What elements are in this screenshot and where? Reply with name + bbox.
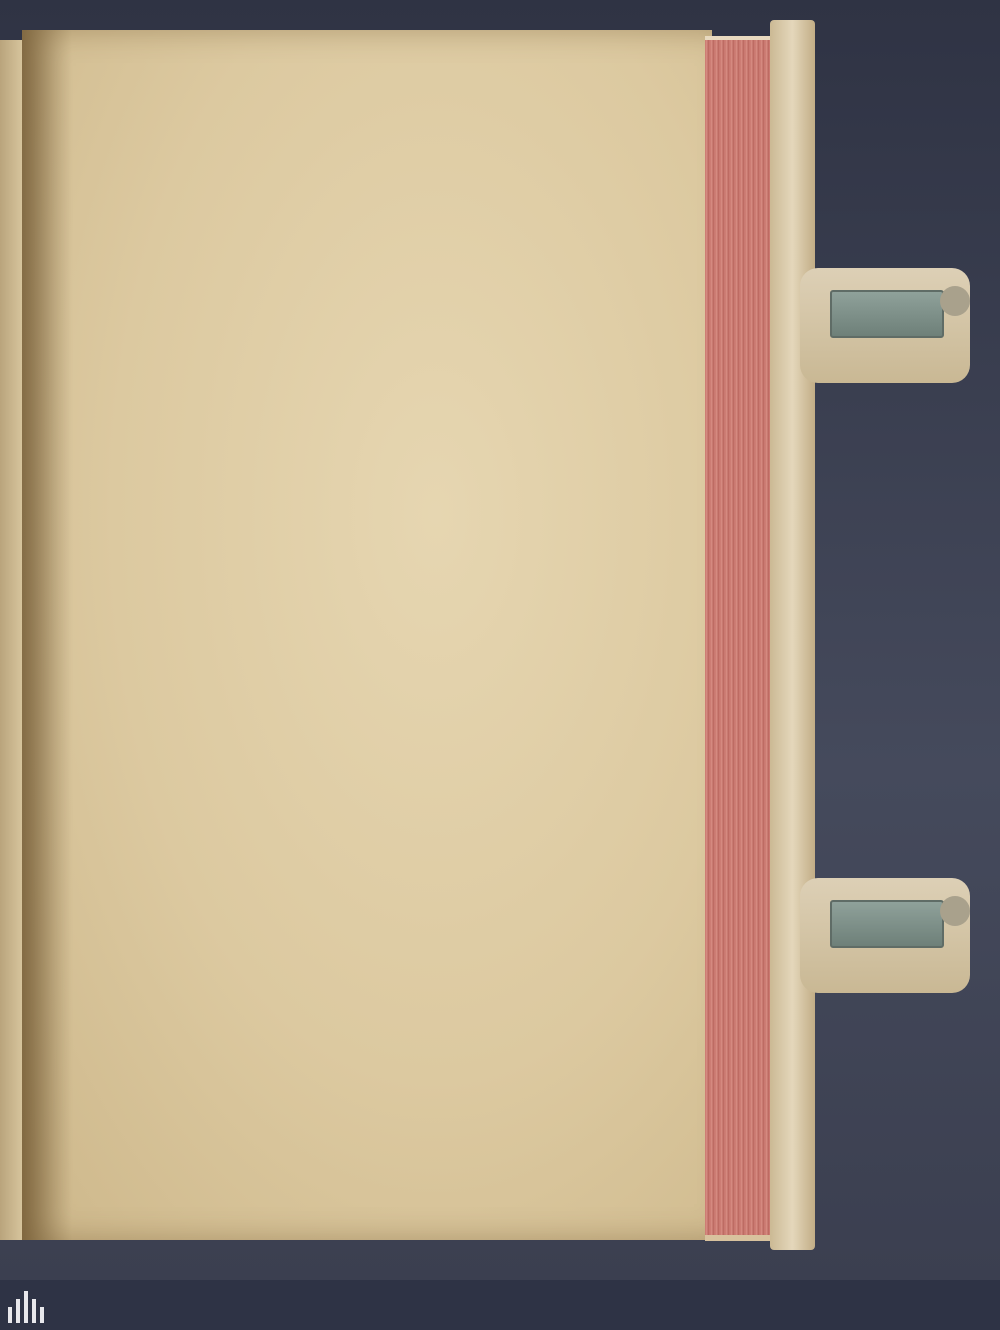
library-logo-icon (8, 1287, 44, 1323)
book-binding (770, 20, 815, 1250)
lower-clasp (800, 878, 970, 993)
clasp-rivet (940, 896, 970, 926)
library-footer (0, 1280, 1000, 1330)
page-gutter-shadow (22, 30, 72, 1240)
red-page-edges (705, 40, 773, 1240)
book-page (22, 30, 712, 1240)
clasp-rivet (940, 286, 970, 316)
upper-clasp (800, 268, 970, 383)
page-edges-bottom (705, 1235, 775, 1241)
left-page-edge (0, 40, 22, 1240)
clasp-metal-plate (830, 290, 944, 338)
clasp-metal-plate (830, 900, 944, 948)
text-column-right (318, 88, 608, 102)
